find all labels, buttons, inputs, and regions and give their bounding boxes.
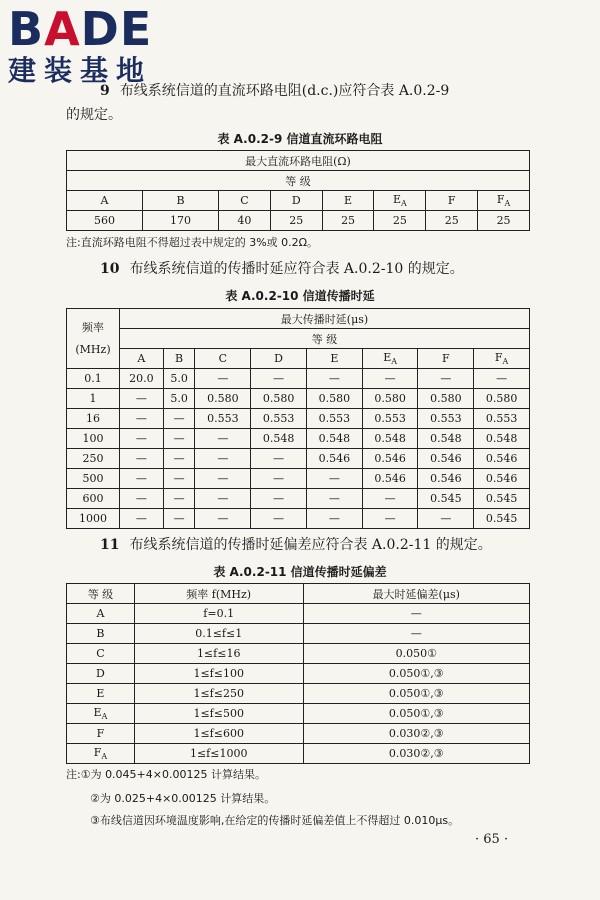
table-9-class-cell: C	[219, 191, 271, 211]
table-10-row	[67, 409, 530, 429]
table-10-value-cell: —	[306, 369, 362, 389]
table-11-row	[67, 684, 530, 704]
table-10-freq-cell: 16	[67, 409, 120, 429]
table-10-value-cell: 0.553	[251, 409, 307, 429]
table-10-value-cell: 0.548	[251, 429, 307, 449]
table-9-class-cell: D	[270, 191, 322, 211]
table-10-value-cell: —	[418, 369, 474, 389]
table-9	[66, 150, 530, 231]
table-10-value-cell: —	[195, 449, 251, 469]
table-10-value-cell: 0.546	[418, 469, 474, 489]
table-10-class-cell: D	[251, 349, 307, 369]
table-10-row	[67, 469, 530, 489]
table-10-value-cell: —	[195, 429, 251, 449]
table-9-value-cell: 170	[143, 211, 219, 231]
table-10-row	[67, 429, 530, 449]
table-11-header-cell: 等 级	[67, 584, 135, 604]
table-10-value-cell: —	[195, 489, 251, 509]
table-11-freq-cell: 0.1≤f≤1	[134, 624, 303, 644]
table-10-value-cell: —	[120, 409, 164, 429]
table-11-class-cell: $E_A$	[67, 704, 135, 724]
table-10-value-cell: 0.546	[306, 449, 362, 469]
table-10-freq-cell: 250	[67, 449, 120, 469]
table-10-header: 最大传播时延(μs)	[120, 309, 530, 329]
table-10-freq-cell: 1	[67, 389, 120, 409]
table-10-class-cell: $F_A$	[474, 349, 530, 369]
table-10-row	[67, 369, 530, 389]
table-10-value-cell: 0.546	[474, 449, 530, 469]
table-9-value-cell: 25	[478, 211, 530, 231]
table-10-freq-cell: 500	[67, 469, 120, 489]
table-11-freq-cell: 1≤f≤1000	[134, 744, 303, 764]
table-10-value-cell: 0.580	[362, 389, 418, 409]
table-11-note-2: ②为 0.025+4×0.00125 计算结果。	[90, 792, 276, 805]
table-11-value-cell: 0.050①,③	[303, 684, 529, 704]
table-10-value-cell: 0.546	[362, 469, 418, 489]
table-10-row	[67, 389, 530, 409]
table-11-row	[67, 724, 530, 744]
table-10-value-cell: —	[306, 469, 362, 489]
table-9-class-cell: $E_A$	[374, 191, 426, 211]
table-10-class-cell: C	[195, 349, 251, 369]
table-9-class-cell: A	[67, 191, 143, 211]
table-10-value-cell: —	[163, 469, 195, 489]
table-10-row	[67, 509, 530, 529]
table-10-value-cell: 0.553	[306, 409, 362, 429]
item-11: 11 布线系统信道的传播时延偏差应符合表 A.0.2-11 的规定。	[100, 537, 492, 553]
table-10-class-cell: B	[163, 349, 195, 369]
table-10-value-cell: —	[362, 369, 418, 389]
table-9-value-cell: 25	[270, 211, 322, 231]
table-11-freq-cell: 1≤f≤16	[134, 644, 303, 664]
table-9-header: 最大直流环路电阻(Ω)	[67, 151, 530, 171]
table-10-class-cell: E	[306, 349, 362, 369]
table-10-class-row	[67, 349, 530, 369]
table-11-value-cell: —	[303, 624, 529, 644]
table-10-row	[67, 489, 530, 509]
table-10-value-cell: —	[163, 429, 195, 449]
table-10-value-cell: 0.545	[474, 509, 530, 529]
table-9-class-cell: B	[143, 191, 219, 211]
table-11-row	[67, 624, 530, 644]
table-10-value-cell: —	[474, 369, 530, 389]
table-10-value-cell: 5.0	[163, 389, 195, 409]
table-11-value-cell: 0.050①	[303, 644, 529, 664]
table-9-class-row	[67, 191, 530, 211]
table-10-value-cell: 0.546	[474, 469, 530, 489]
table-9-value-cell: 25	[426, 211, 478, 231]
table-11-class-cell: B	[67, 624, 135, 644]
table-9-value-row	[67, 211, 530, 231]
table-10-value-cell: —	[251, 449, 307, 469]
table-11-class-cell: F	[67, 724, 135, 744]
table-9-value-cell: 560	[67, 211, 143, 231]
table-11-freq-cell: f=0.1	[134, 604, 303, 624]
table-11-note-3: ③布线信道因环境温度影响,在给定的传播时延偏差值上不得超过 0.010μs。	[90, 814, 460, 827]
table-10-value-cell: 0.546	[362, 449, 418, 469]
table-11-freq-cell: 1≤f≤600	[134, 724, 303, 744]
table-11-value-cell: —	[303, 604, 529, 624]
table-10-class-cell: A	[120, 349, 164, 369]
table-11-header-row	[67, 584, 530, 604]
page-number: · 65 ·	[475, 832, 509, 847]
table-10-value-cell: —	[163, 409, 195, 429]
table-11-class-cell: C	[67, 644, 135, 664]
table-10-value-cell: —	[120, 449, 164, 469]
item-9-line2: 的规定。	[66, 107, 122, 123]
item-9-line1: 9 布线系统信道的直流环路电阻(d.c.)应符合表 A.0.2-9	[100, 83, 450, 99]
table-10-value-cell: —	[120, 389, 164, 409]
table-10-value-cell: —	[120, 509, 164, 529]
table-10-value-cell: —	[120, 469, 164, 489]
table-11-row	[67, 704, 530, 724]
table-10-class-cell: F	[418, 349, 474, 369]
table-11-class-cell: A	[67, 604, 135, 624]
table-9-class-cell: $F_A$	[478, 191, 530, 211]
table-10	[66, 308, 530, 529]
table-9-note: 注:直流环路电阻不得超过表中规定的 3%或 0.2Ω。	[66, 236, 319, 249]
table-10-value-cell: —	[362, 509, 418, 529]
table-10-value-cell: 0.580	[306, 389, 362, 409]
table-10-value-cell: —	[195, 509, 251, 529]
table-11-freq-cell: 1≤f≤500	[134, 704, 303, 724]
table-10-value-cell: —	[362, 489, 418, 509]
table-11-row	[67, 664, 530, 684]
table-10-freq-header: 频率 (MHz)	[67, 309, 120, 369]
logo	[8, 4, 178, 86]
logo-chinese: 建装基地	[8, 54, 153, 87]
table-10-value-cell: —	[306, 509, 362, 529]
table-10-value-cell: 0.553	[474, 409, 530, 429]
table-10-value-cell: —	[163, 449, 195, 469]
table-10-value-cell: 20.0	[120, 369, 164, 389]
table-11-class-cell: D	[67, 664, 135, 684]
table-10-value-cell: —	[251, 469, 307, 489]
table-10-value-cell: 0.580	[251, 389, 307, 409]
table-10-value-cell: 0.545	[418, 489, 474, 509]
table-11	[66, 583, 530, 764]
table-10-value-cell: —	[120, 429, 164, 449]
table-10-value-cell: 0.548	[306, 429, 362, 449]
table-10-value-cell: —	[306, 489, 362, 509]
table-10-value-cell: 0.553	[195, 409, 251, 429]
table-11-row	[67, 744, 530, 764]
table-11-value-cell: 0.050①,③	[303, 664, 529, 684]
table-10-value-cell: 5.0	[163, 369, 195, 389]
table-10-freq-cell: 100	[67, 429, 120, 449]
table-10-value-cell: —	[195, 469, 251, 489]
table-11-class-cell: E	[67, 684, 135, 704]
table-10-caption: 表 A.0.2-10 信道传播时延	[225, 289, 375, 303]
table-10-value-cell: —	[163, 509, 195, 529]
table-10-value-cell: 0.548	[418, 429, 474, 449]
table-9-subheader: 等 级	[67, 171, 530, 191]
table-10-freq-cell: 0.1	[67, 369, 120, 389]
table-10-value-cell: 0.553	[418, 409, 474, 429]
table-11-header-cell: 频率 f(MHz)	[134, 584, 303, 604]
table-11-class-cell: $F_A$	[67, 744, 135, 764]
table-10-value-cell: 0.580	[418, 389, 474, 409]
table-11-note-1: 注:①为 0.045+4×0.00125 计算结果。	[66, 768, 266, 781]
table-11-freq-cell: 1≤f≤100	[134, 664, 303, 684]
table-10-value-cell: —	[418, 509, 474, 529]
table-9-value-cell: 40	[219, 211, 271, 231]
table-9-value-cell: 25	[374, 211, 426, 231]
table-10-value-cell: 0.545	[474, 489, 530, 509]
table-10-value-cell: 0.580	[195, 389, 251, 409]
table-10-value-cell: —	[251, 489, 307, 509]
table-11-caption: 表 A.0.2-11 信道传播时延偏差	[213, 565, 387, 579]
table-10-freq-cell: 600	[67, 489, 120, 509]
table-11-row	[67, 604, 530, 624]
logo-word: BADE	[8, 2, 153, 56]
table-9-value-cell: 25	[322, 211, 374, 231]
table-9-class-cell: F	[426, 191, 478, 211]
table-10-value-cell: 0.580	[474, 389, 530, 409]
table-11-value-cell: 0.030②,③	[303, 724, 529, 744]
table-10-value-cell: —	[163, 489, 195, 509]
table-10-value-cell: —	[251, 509, 307, 529]
table-10-value-cell: —	[195, 369, 251, 389]
table-10-subheader: 等 级	[120, 329, 530, 349]
table-10-row	[67, 449, 530, 469]
table-11-freq-cell: 1≤f≤250	[134, 684, 303, 704]
table-10-value-cell: 0.548	[362, 429, 418, 449]
table-10-freq-cell: 1000	[67, 509, 120, 529]
table-11-value-cell: 0.050①,③	[303, 704, 529, 724]
table-10-value-cell: 0.553	[362, 409, 418, 429]
table-11-row	[67, 644, 530, 664]
table-10-value-cell: 0.546	[418, 449, 474, 469]
table-10-value-cell: —	[251, 369, 307, 389]
table-9-class-cell: E	[322, 191, 374, 211]
table-10-class-cell: $E_A$	[362, 349, 418, 369]
table-9-caption: 表 A.0.2-9 信道直流环路电阻	[217, 132, 383, 146]
item-10: 10 布线系统信道的传播时延应符合表 A.0.2-10 的规定。	[100, 261, 464, 277]
table-11-header-cell: 最大时延偏差(μs)	[303, 584, 529, 604]
table-10-value-cell: —	[120, 489, 164, 509]
table-10-value-cell: 0.548	[474, 429, 530, 449]
table-11-value-cell: 0.030②,③	[303, 744, 529, 764]
